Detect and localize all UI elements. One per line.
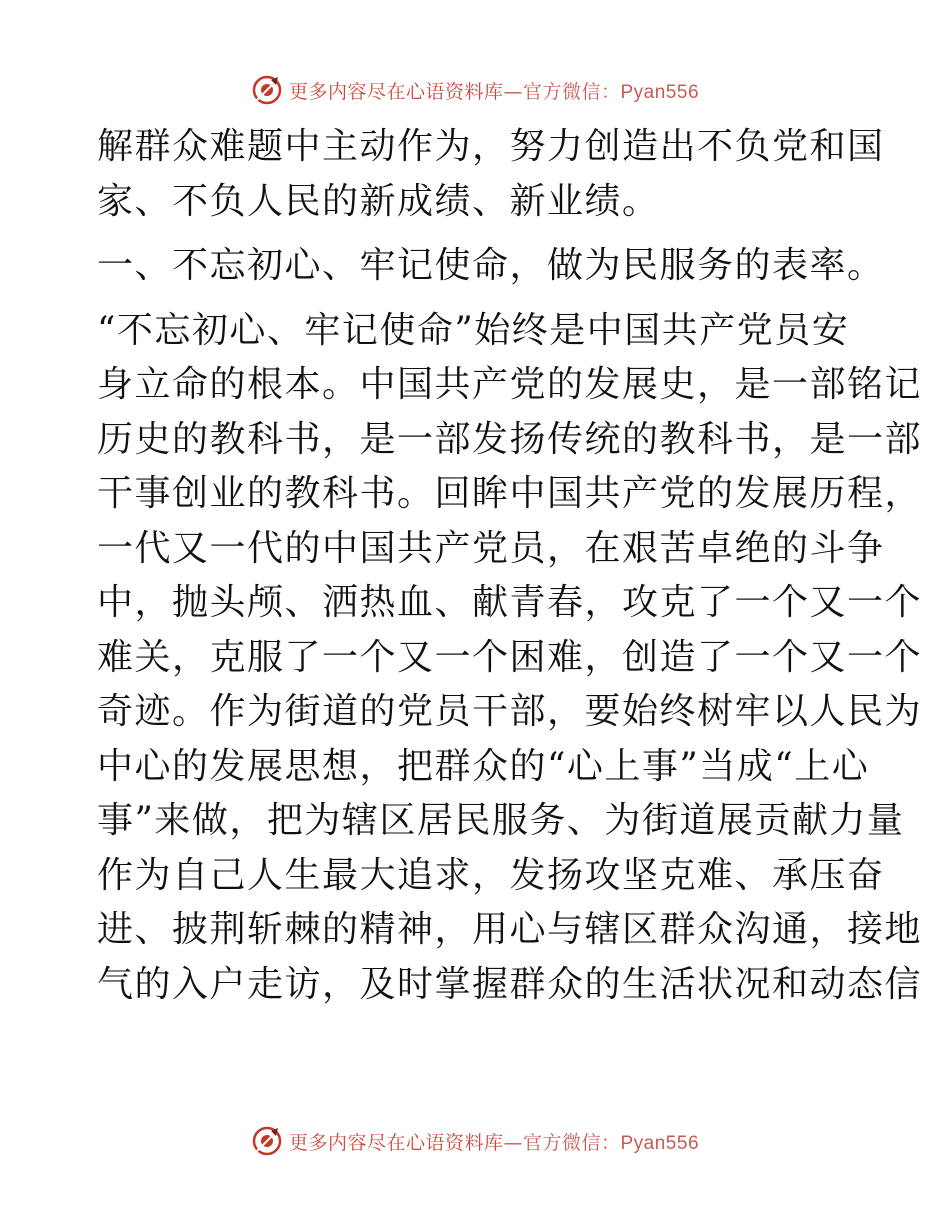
- section-heading: 一、不忘初心、牢记使命，做为民服务的表率。: [97, 245, 885, 286]
- body-line: 干事创业的教科书。回眸中国共产党的发展历程，: [97, 473, 923, 514]
- header-banner: [0, 70, 950, 110]
- footer-wechat-id: Pyan556: [620, 1132, 700, 1154]
- header-banner-text: [289, 77, 699, 104]
- body-line: 事”来做，把为辖区居民服务、为街道展贡献力量: [97, 800, 905, 841]
- body-line: 进、披荆斩棘的精神，用心与辖区群众沟通，接地: [97, 909, 923, 950]
- header-wechat-id: Pyan556: [620, 81, 700, 103]
- brand-logo-icon: [251, 1125, 283, 1157]
- paragraph-gap: [97, 229, 857, 239]
- header-separator: —: [503, 80, 523, 103]
- document-body: [97, 120, 923, 1012]
- footer-wechat-label: 官方微信：: [522, 1131, 621, 1154]
- footer-separator: —: [503, 1131, 523, 1154]
- body-line: 中心的发展思想，把群众的“心上事”当成“上心: [97, 745, 870, 787]
- paragraph-gap: [97, 294, 857, 304]
- body-line: 作为自己人生最大追求，发扬攻坚克难、承压奋: [97, 854, 885, 896]
- header-brand-text: 更多内容尽在心语资料库: [288, 80, 504, 103]
- body-line: 解群众难题中主动作为，努力创造出不负党和国: [97, 126, 885, 167]
- body-line: 气的入户走访，及时掌握群众的生活状况和动态信: [97, 963, 923, 1005]
- body-line: “不忘初心、牢记使命”始终是中国共产党员安: [97, 309, 850, 351]
- brand-logo-icon: [251, 74, 283, 106]
- body-line: 历史的教科书，是一部发扬传统的教科书，是一部: [97, 418, 923, 460]
- body-line: 中，抛头颅、洒热血、献青春，攻克了一个又一个: [97, 582, 923, 623]
- footer-banner-text: [289, 1128, 699, 1155]
- body-line: 家、不负人民的新成绩、新业绩。: [97, 180, 660, 222]
- footer-brand-text: 更多内容尽在心语资料库: [288, 1131, 504, 1154]
- body-line: 身立命的根本。中国共产党的发展史，是一部铭记: [97, 364, 923, 405]
- header-wechat-label: 官方微信：: [522, 80, 621, 103]
- footer-banner: [0, 1121, 950, 1161]
- body-line: 难关，克服了一个又一个困难，创造了一个又一个: [97, 636, 923, 678]
- body-line: 奇迹。作为街道的党员干部，要始终树牢以人民为: [97, 691, 923, 732]
- body-line: 一代又一代的中国共产党员，在艰苦卓绝的斗争: [97, 527, 885, 569]
